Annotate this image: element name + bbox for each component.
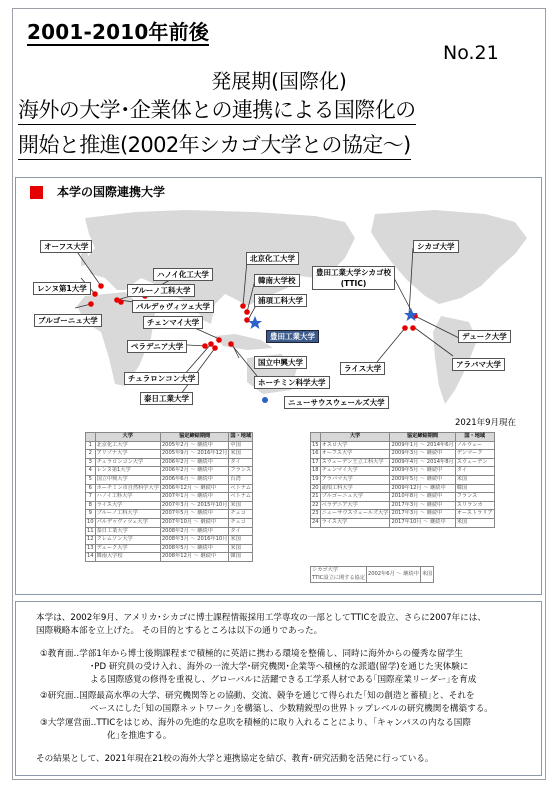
table-cell: クレムソン大学 <box>95 536 160 545</box>
table-row <box>86 501 253 510</box>
table-row <box>86 518 253 527</box>
item2-line-1: ②研究面‥国際最高水準の大学、研究機関等との協動、交流、競争を通じて得られた｢知の創造と蓄積｣と、それを <box>40 691 475 701</box>
table-cell: 米国 <box>420 567 433 583</box>
university-marker <box>92 291 98 297</box>
item3-line-1: ③大学運営面‥TTICをはじめ、海外の先進的な息吹を積極的に取り入れることにより、｢キャンパスの内なる国際 <box>40 718 471 728</box>
university-marker <box>244 309 250 315</box>
table-cell: 16 <box>311 450 321 459</box>
table-cell: シカゴ大学 TTIC設立に関する協定 <box>311 567 367 583</box>
table-row <box>311 510 495 519</box>
label-pardubice: パルデゥヴィツェ大学 <box>132 300 214 313</box>
table-row <box>311 475 495 484</box>
table-cell: 米国 <box>229 536 253 545</box>
table-cell: 2005年9月 ～ 2016年12月 <box>160 450 229 459</box>
university-marker <box>88 301 94 307</box>
table-cell: 5 <box>86 475 96 484</box>
item1-line-2: ･PD 研究員の受け入れ、海外の一流大学･研究機関･企業等へ積極的な派遣(留学)を通じた実体験に <box>90 662 469 672</box>
university-marker <box>216 337 222 343</box>
table-cell: 23 <box>311 510 321 519</box>
table-cell: 18 <box>311 467 321 476</box>
table-cell: 2010年8月 ～ 継続中 <box>390 493 455 502</box>
table-cell: 3 <box>86 458 96 467</box>
table-cell: 米国 <box>229 544 253 553</box>
as-of-date: 2021年9月現在 <box>455 418 517 428</box>
table-cell: 浦項工科大学 <box>320 484 390 493</box>
table-cell: 2006年12月 ～ 継続中 <box>160 484 229 493</box>
table-cell: 7 <box>86 493 96 502</box>
label-aarhus: オーフス大学 <box>40 240 92 253</box>
table-cell: フランス <box>455 493 494 502</box>
table-row <box>86 441 253 450</box>
table-cell: 台湾 <box>229 475 253 484</box>
label-chicago: シカゴ大学 <box>413 240 459 253</box>
table-cell: ペラデニア大学 <box>320 501 390 510</box>
university-marker <box>118 299 124 305</box>
table-cell: 泰日工業大学 <box>95 527 160 536</box>
label-rice: ライス大学 <box>340 362 385 375</box>
table-cell: パルデゥヴィツェ大学 <box>95 518 160 527</box>
table-header <box>311 433 321 442</box>
title-line-1: 発展期(国際化) <box>211 69 347 93</box>
table-cell: 2009年1月 ～ 2014年6月 <box>390 441 455 450</box>
table-cell: タイ <box>229 527 253 536</box>
table-cell: 2007年1月 ～ 継続中 <box>160 493 229 502</box>
table-row <box>86 458 253 467</box>
university-marker <box>410 325 416 331</box>
table-cell: 15 <box>311 441 321 450</box>
table-cell: 2008年2月 ～ 継続中 <box>160 527 229 536</box>
table-cell: 2009年5月 ～ 継続中 <box>390 467 455 476</box>
table-cell: 19 <box>311 475 321 484</box>
table-cell: 24 <box>311 518 321 527</box>
table-cell: 北京化工大学 <box>95 441 160 450</box>
table-row <box>86 553 253 562</box>
label-hannam: 韓南大学校 <box>254 274 300 287</box>
table-header: 国・地域 <box>455 433 494 442</box>
table-cell: 2008年3月 ～ 2016年10月 <box>160 536 229 545</box>
table-row <box>86 484 253 493</box>
university-marker <box>228 341 234 347</box>
table-row <box>311 458 495 467</box>
table-cell: ニューサウスウェールズ大学 <box>320 510 390 519</box>
label-ttic: 豊田工業大学シカゴ校 (TTIC) <box>312 266 395 290</box>
table-cell: ベトナム <box>229 493 253 502</box>
label-hanoi: ハノイ化工大学 <box>153 268 213 281</box>
title-line-2: 海外の大学･企業体との連携による国際化の <box>18 96 416 125</box>
landmass-indonesia <box>215 334 273 350</box>
table-row <box>86 536 253 545</box>
table-row <box>86 450 253 459</box>
label-chulalongkorn: チュラロンコン大学 <box>124 372 199 385</box>
label-taishin: 泰日工業大学 <box>140 392 193 405</box>
table-header <box>86 433 96 442</box>
table-cell: 4 <box>86 467 96 476</box>
partner-table-left <box>85 432 253 562</box>
table-header: 協定締結期間 <box>390 433 455 442</box>
table-cell: ライス大学 <box>320 518 390 527</box>
label-bourgogne: ブルゴーニュ大学 <box>34 314 102 327</box>
table-cell: 2006年6月 ～ 継続中 <box>160 475 229 484</box>
label-hochiminh: ホーチミン科学大学 <box>254 376 330 389</box>
table-header: 大学 <box>320 433 390 442</box>
table-cell: 8 <box>86 501 96 510</box>
university-marker <box>202 343 208 349</box>
university-marker <box>208 341 214 347</box>
leader-line <box>377 328 405 362</box>
table-cell: タイ <box>455 467 494 476</box>
label-peradeniya: ペラデニア大学 <box>127 340 187 353</box>
item1-line-1: ①教育面‥学部1年から博士後期課程まで積極的に英語に携わる環境を整備し、同時に海外からの優秀な留学生 <box>40 649 463 659</box>
table-row <box>86 510 253 519</box>
table-cell: 2009年12月 ～ 継続中 <box>390 484 455 493</box>
table-cell: 2007年5月 ～ 継続中 <box>160 510 229 519</box>
legend-label: 本学の国際連携大学 <box>57 185 166 199</box>
label-beijing: 北京化工大学 <box>246 252 299 265</box>
table-cell: 2017年3月 ～ 継続中 <box>390 510 455 519</box>
label-toyota: 豊田工業大学 <box>266 330 319 343</box>
table-cell: 2008年12月 ～ 継続中 <box>160 553 229 562</box>
label-chiangmai: チェンマイ大学 <box>143 316 203 329</box>
table-cell: 21 <box>311 493 321 502</box>
table-cell: 2009年5月 ～ 継続中 <box>390 475 455 484</box>
title-line-3: 開始と推進(2002年シカゴ大学との協定〜) <box>18 131 411 160</box>
partner-table-chicago <box>310 566 434 583</box>
table-cell: 中国 <box>229 441 253 450</box>
leader-line <box>181 348 215 394</box>
table-cell: 韓国 <box>455 484 494 493</box>
table-cell: オーフス大学 <box>320 450 390 459</box>
table-cell: チェコ <box>229 518 253 527</box>
table-row <box>86 544 253 553</box>
nsw-marker <box>262 397 268 403</box>
table-cell: ハノイ工科大学 <box>95 493 160 502</box>
table-cell: スウェーデン <box>455 458 494 467</box>
table-cell: フランス <box>229 467 253 476</box>
table-cell: 22 <box>311 501 321 510</box>
table-cell: 米国 <box>229 501 253 510</box>
table-row <box>311 450 495 459</box>
table-cell: ブルーノ工科大学 <box>95 510 160 519</box>
university-marker <box>244 317 250 323</box>
table-cell: ベトナム <box>229 484 253 493</box>
table-cell: アリゾナ大学 <box>95 450 160 459</box>
university-marker <box>98 283 104 289</box>
toyota-star-icon <box>248 316 262 329</box>
table-row <box>86 493 253 502</box>
item2-line-2: ベースにした｢知の国際ネットワーク｣を構築し、少数精鋭型の世界トップレベルの研究機関を構築する。 <box>90 704 493 714</box>
table-cell: スウェーデン王立工科大学 <box>320 458 390 467</box>
table-row <box>311 493 495 502</box>
table-cell: ブルゴーニュ大学 <box>320 493 390 502</box>
era-heading: 2001-2010年前後 <box>27 20 210 44</box>
table-row <box>86 475 253 484</box>
label-rennes: レンヌ第1大学 <box>33 282 91 295</box>
label-pohang: 浦項工科大学 <box>254 294 307 307</box>
table-cell: 米国 <box>455 518 494 527</box>
table-cell: 20 <box>311 484 321 493</box>
university-marker <box>212 345 218 351</box>
label-chunghsing: 国立中興大学 <box>254 356 307 369</box>
table-cell: 米国 <box>229 450 253 459</box>
table-cell: 2005年2月 ～ 継続中 <box>160 441 229 450</box>
label-alabama: アラバマ大学 <box>452 358 505 371</box>
label-nsw: ニューサウスウェールズ大学 <box>284 396 389 409</box>
table-cell: 2009年4月 ～ 2014年8月 <box>390 458 455 467</box>
table-cell: 10 <box>86 518 96 527</box>
university-marker <box>402 325 408 331</box>
table-cell: 2007年10月 ～ 継続中 <box>160 518 229 527</box>
table-cell: 2006年2月 ～ 継続中 <box>160 458 229 467</box>
table-row <box>311 518 495 527</box>
table-cell: デューク大学 <box>95 544 160 553</box>
table-cell: 2009年3月 ～ 継続中 <box>390 450 455 459</box>
table-row <box>311 441 495 450</box>
table-header: 国・地域 <box>229 433 253 442</box>
university-marker <box>240 303 246 309</box>
partner-table-right <box>310 432 495 528</box>
table-cell: オスロ大学 <box>320 441 390 450</box>
intro-line-1: 本学は、2002年9月、アメリカ･シカゴに博士課程情報採用工学専攻の一部としてTTICを設立、さらに2007年には、 <box>36 613 486 623</box>
table-cell: 2017年3月 ～ 継続中 <box>390 501 455 510</box>
table-cell: ホーチミン市自然科学大学 <box>95 484 160 493</box>
table-row <box>311 484 495 493</box>
table-row <box>311 567 434 583</box>
table-row <box>86 467 253 476</box>
table-row <box>311 467 495 476</box>
table-row <box>86 527 253 536</box>
table-cell: 国立中興大学 <box>95 475 160 484</box>
intro-line-2: 国際戦略本部を立上げた。 その目的とするところは以下の通りであった。 <box>36 626 323 636</box>
table-cell: 13 <box>86 544 96 553</box>
table-cell: オーストラリア <box>455 510 494 519</box>
table-cell: 17 <box>311 458 321 467</box>
table-cell: チェコ <box>229 510 253 519</box>
table-cell: 12 <box>86 536 96 545</box>
item1-line-3: よる国際感覚の修得を重視し、グローバルに活躍できる工学系人材である｢国際産業リーダー｣を育成 <box>90 675 477 685</box>
table-cell: チェンマイ大学 <box>320 467 390 476</box>
table-cell: 2008年5月 ～ 継続中 <box>160 544 229 553</box>
table-cell: スリランカ <box>455 501 494 510</box>
table-cell: 2 <box>86 450 96 459</box>
table-header: 協定締結期間 <box>160 433 229 442</box>
chicago-star-icon <box>404 308 418 321</box>
table-cell: 6 <box>86 484 96 493</box>
table-cell: アラバマ大学 <box>320 475 390 484</box>
table-cell: 韓国 <box>229 553 253 562</box>
legend-marker <box>30 186 43 199</box>
table-cell: 韓南大学校 <box>95 553 160 562</box>
table-header: 大学 <box>95 433 160 442</box>
table-cell: 2017年10月 ～ 継続中 <box>390 518 455 527</box>
table-cell: ノルウェー <box>455 441 494 450</box>
page-number: No.21 <box>443 42 499 64</box>
table-cell: 2006年2月 ～ 継続中 <box>160 467 229 476</box>
table-cell: 14 <box>86 553 96 562</box>
table-cell: チュラロンコン大学 <box>95 458 160 467</box>
table-row <box>311 501 495 510</box>
table-cell: タイ <box>229 458 253 467</box>
conclusion: その結果として、2021年現在21校の海外大学と連携協定を結び、教育･研究活動を活発に行っている。 <box>36 754 434 764</box>
table-cell: デンマーク <box>455 450 494 459</box>
table-cell: 2007年3月 ～ 2015年10月 <box>160 501 229 510</box>
table-cell: ライス大学 <box>95 501 160 510</box>
table-cell: 9 <box>86 510 96 519</box>
label-brno: ブルーノ工科大学 <box>127 284 195 297</box>
label-duke: デューク大学 <box>458 330 511 343</box>
table-cell: 2002年6月 ～ 継続中 <box>366 567 420 583</box>
table-cell: レンヌ第1大学 <box>95 467 160 476</box>
item3-line-2: 化｣を推進する。 <box>107 731 172 741</box>
table-cell: 11 <box>86 527 96 536</box>
table-cell: 米国 <box>455 475 494 484</box>
table-cell: 1 <box>86 441 96 450</box>
